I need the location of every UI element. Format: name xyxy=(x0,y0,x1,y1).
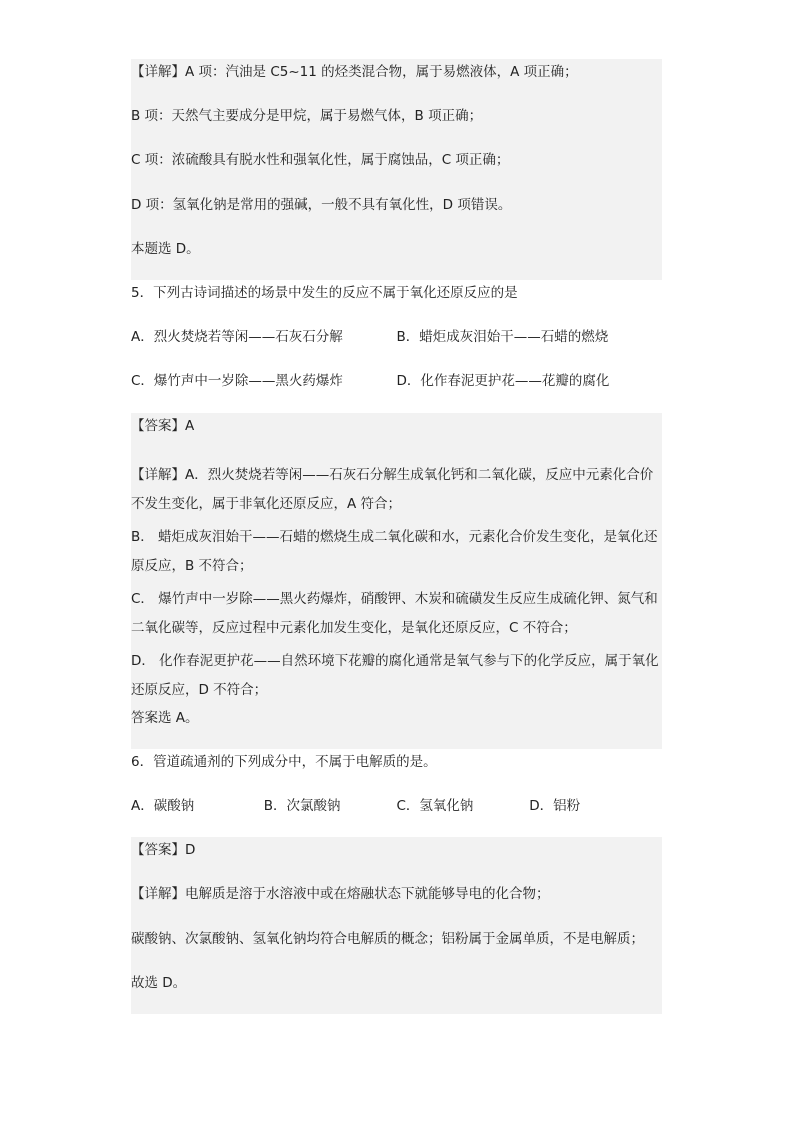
exam-page xyxy=(131,59,662,1014)
q6-option-c: C．氢氧化钠 xyxy=(396,798,474,815)
q6-option-a: A．碳酸钠 xyxy=(131,798,195,815)
q4-conclusion: 本题选 D。 xyxy=(131,236,662,280)
q4-explain-line-1: 【详解】A 项：汽油是 C5~11 的烃类混合物，属于易燃液体，A 项正确； xyxy=(131,59,662,103)
q5-option-c: C．爆竹声中一岁除——黑火药爆炸 xyxy=(131,373,343,390)
q5-stem: 5．下列古诗词描述的场景中发生的反应不属于氧化还原反应的是 xyxy=(131,284,518,301)
q6-explain-1: 【详解】电解质是溶于水溶液中或在熔融状态下就能够导电的化合物； xyxy=(131,881,662,925)
q6-conclusion: 故选 D。 xyxy=(131,970,662,1014)
q5-option-b: B．蜡炬成灰泪始干——石蜡的燃烧 xyxy=(396,329,609,346)
q6-option-b: B．次氯酸钠 xyxy=(263,798,341,815)
q6-options-row xyxy=(131,793,662,837)
q6-stem: 6．管道疏通剂的下列成分中，不属于电解质的是。 xyxy=(131,753,437,770)
q5-explain-c: C． 爆竹声中一岁除——黑火药爆炸，硝酸钾、木炭和硫磺发生反应生成硫化钾、氮气和二氧化碳等，反应过程中元素化加发生变化，是氧化还原反应，C 不符合； xyxy=(131,581,662,643)
q5-conclusion: 答案选 A。 xyxy=(131,705,662,749)
q5-option-a: A．烈火焚烧若等闲——石灰石分解 xyxy=(131,329,343,346)
q4-explain-line-4: D 项：氢氧化钠是常用的强碱，一般不具有氧化性，D 项错误。 xyxy=(131,192,662,236)
q6-explain-2: 碳酸钠、次氯酸钠、氢氧化钠均符合电解质的概念；铝粉属于金属单质，不是电解质； xyxy=(131,926,662,970)
q5-options-row-1 xyxy=(131,324,662,368)
q5-options-row-2 xyxy=(131,368,662,412)
q5-answer: 【答案】A xyxy=(131,413,662,457)
q5-explain-a: 【详解】A．烈火焚烧若等闲——石灰石分解生成氧化钙和二氧化碳，反应中元素化合价不发生变化，属于非氧化还原反应，A 符合； xyxy=(131,457,662,519)
q6-answer: 【答案】D xyxy=(131,837,662,881)
q5-explain-b: B． 蜡炬成灰泪始干——石蜡的燃烧生成二氧化碳和水，元素化合价发生变化，是氧化还原反应，B 不符合； xyxy=(131,519,662,581)
q5-explain-d: D． 化作春泥更护花——自然环境下花瓣的腐化通常是氧气参与下的化学反应，属于氧化还原反应，D 不符合； xyxy=(131,643,662,705)
q4-explain-line-2: B 项：天然气主要成分是甲烷，属于易燃气体，B 项正确； xyxy=(131,103,662,147)
q5-option-d: D．化作春泥更护花——花瓣的腐化 xyxy=(396,373,610,390)
q6-option-d: D．铝粉 xyxy=(529,798,581,815)
q4-explain-line-3: C 项：浓硫酸具有脱水性和强氧化性，属于腐蚀品，C 项正确； xyxy=(131,147,662,191)
